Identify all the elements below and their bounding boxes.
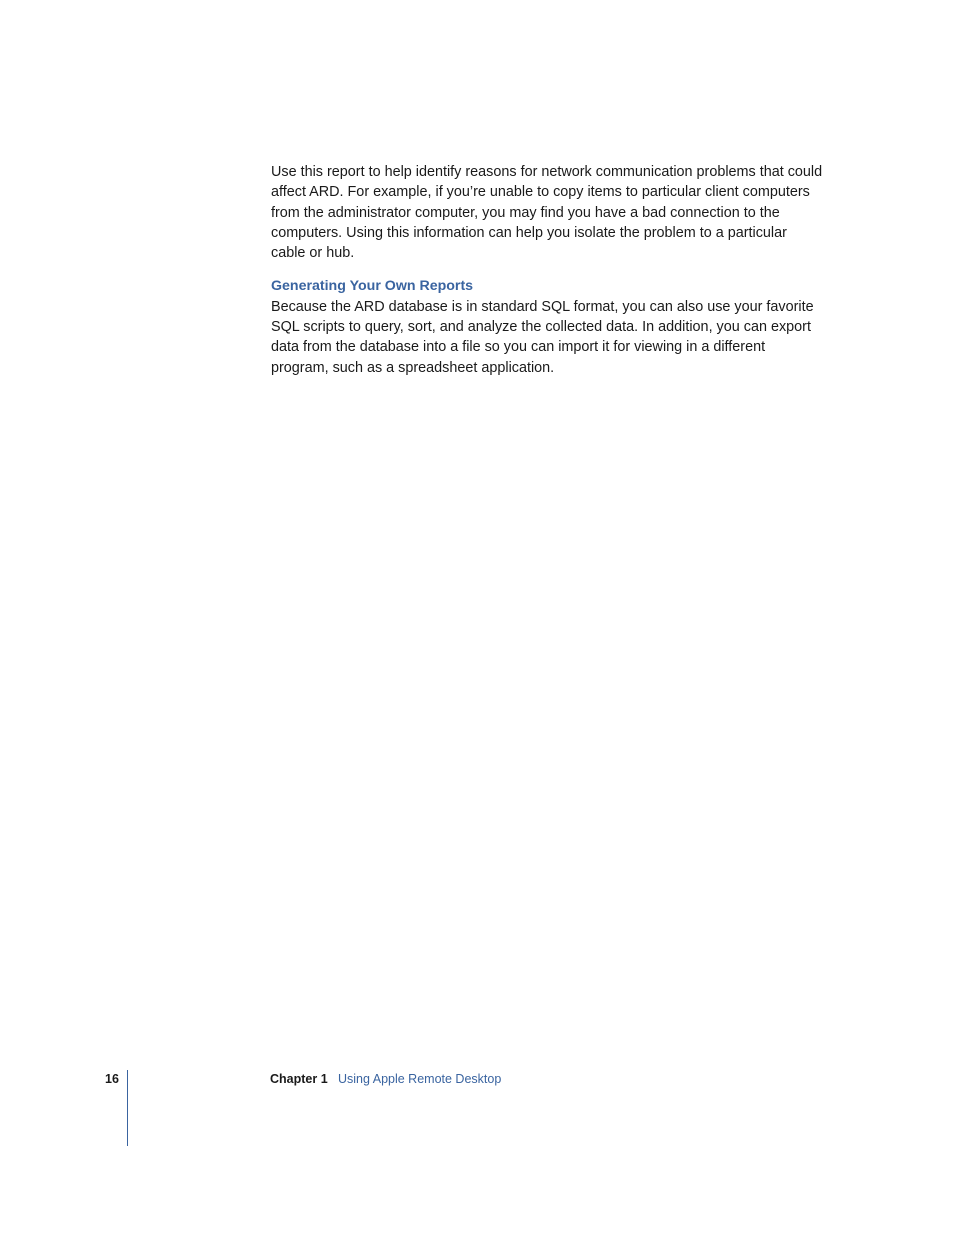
- body-paragraph-network-report: Use this report to help identify reasons for network communication problems that could affect ARD. For example, if you’re unable to copy items to particular client computers from the administrator computer, you may find you have a bad connection to the computers. Using this information can help you isolate the problem to a particular cable or hub.: [271, 164, 823, 262]
- footer-divider: [127, 1070, 128, 1146]
- body-paragraph-own-reports: Because the ARD database is in standard SQL format, you can also use your favorite SQL scripts to query, sort, and analyze the collected data. In addition, you can export data from the database into a file so you can import it for viewing in a different program, such as a spreadsheet application.: [271, 298, 814, 376]
- footer-chapter-title: Using Apple Remote Desktop: [338, 1072, 502, 1086]
- section-heading: Generating Your Own Reports: [271, 278, 474, 295]
- footer-chapter-label: Chapter 1: [270, 1072, 328, 1086]
- main-content: [271, 162, 823, 378]
- page-number: 16: [105, 1072, 119, 1086]
